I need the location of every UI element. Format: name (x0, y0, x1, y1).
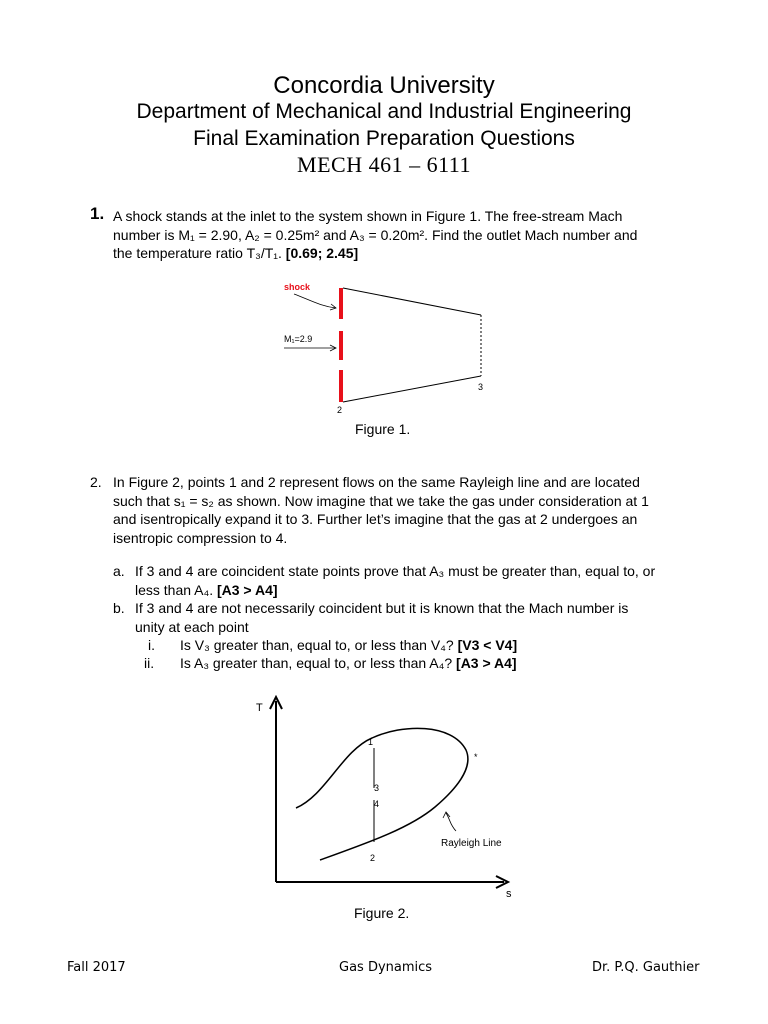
part-b-i-text (180, 636, 517, 655)
part-b-line-2: unity at each point (135, 618, 249, 635)
shock-label: shock (284, 282, 311, 292)
footer-instructor: Dr. P.Q. Gauthier (592, 960, 700, 975)
part-b-text (135, 599, 735, 636)
question-2-line-3: and isentropically expand it to 3. Further let’s imagine that the gas at 2 undergoes an (113, 511, 638, 527)
duct-upper-wall (343, 288, 481, 315)
question-1-line-3-text: the temperature ratio T₃/T₁. (113, 245, 282, 261)
part-a-line-2-text: less than A₄. (135, 581, 214, 598)
t-axis-label: T (256, 702, 263, 714)
part-b-i-question: Is V₃ greater than, equal to, or less than V₄? (180, 637, 454, 653)
point-2-label: 2 (337, 405, 343, 415)
part-b-i-label: i. (148, 637, 155, 653)
course-code: MECH 461 – 6111 (297, 152, 471, 177)
figure-2-diagram (250, 695, 520, 905)
rayleigh-line-label: Rayleigh Line (441, 838, 502, 849)
university-title: Concordia University (273, 72, 495, 99)
duct-lower-wall (343, 376, 484, 402)
part-a-answer: [A3 > A4] (216, 581, 278, 598)
mach-label: M₁=2.9 (284, 334, 313, 344)
question-2-line-1: In Figure 2, points 1 and 2 represent flows on the same Rayleigh line and are located (113, 474, 640, 490)
point-2-label: 2 (370, 853, 376, 863)
part-b-ii-text (180, 654, 517, 673)
question-1-line-1: A shock stands at the inlet to the system shown in Figure 1. The free-stream Mach (113, 208, 623, 224)
rayleigh-pointer-arrowhead (443, 812, 450, 818)
rayleigh-pointer (446, 813, 456, 831)
point-3-label: 3 (478, 382, 484, 392)
part-b-ii-question: Is A₃ greater than, equal to, or less than A₄? (180, 655, 453, 671)
part-b-ii-label: ii. (144, 655, 155, 671)
s-axis-label: s (506, 888, 512, 900)
document-title: Final Examination Preparation Questions (193, 127, 575, 150)
question-1-number: 1. (90, 204, 105, 223)
part-a-line-1: If 3 and 4 are coincident state points prove that A₃ must be greater than, equal to, or (135, 563, 656, 579)
question-2-text (113, 473, 733, 547)
part-a-text (135, 562, 735, 599)
figure-1-diagram (280, 278, 500, 420)
question-2-number: 2. (90, 474, 102, 490)
point-4-label: 4 (374, 799, 380, 809)
shock-pointer-arrow (294, 294, 336, 308)
figure-1-caption: Figure 1. (355, 421, 411, 437)
figure-2-caption: Figure 2. (354, 905, 410, 921)
part-a-line-2 (135, 581, 735, 600)
point-3-label: 3 (374, 783, 380, 793)
part-a-label: a. (113, 563, 125, 579)
part-b-line-1: If 3 and 4 are not necessarily coincident but it is known that the Mach number is (135, 600, 629, 616)
department-title: Department of Mechanical and Industrial Engineering (136, 100, 632, 123)
question-2-line-4: isentropic compression to 4. (113, 529, 288, 546)
question-1-line-3 (113, 244, 733, 263)
question-2-line-2: such that s₁ = s₂ as shown. Now imagine that we take the gas under consideration at 1 (113, 492, 649, 509)
question-1-answer: [0.69; 2.45] (285, 245, 359, 261)
star-point-label: * (474, 752, 478, 762)
part-b-label: b. (113, 600, 125, 616)
footer-term: Fall 2017 (67, 960, 126, 975)
part-b-i-answer: [V3 < V4] (457, 637, 518, 653)
part-b-ii-answer: [A3 > A4] (456, 655, 517, 671)
question-1-text (113, 207, 733, 263)
footer-course-name: Gas Dynamics (339, 960, 433, 975)
point-1-label: 1 (368, 737, 374, 747)
question-1-line-2: number is M₁ = 2.90, A₂ = 0.25m² and A₃ = 0.20m². Find the outlet Mach number and (113, 226, 638, 243)
